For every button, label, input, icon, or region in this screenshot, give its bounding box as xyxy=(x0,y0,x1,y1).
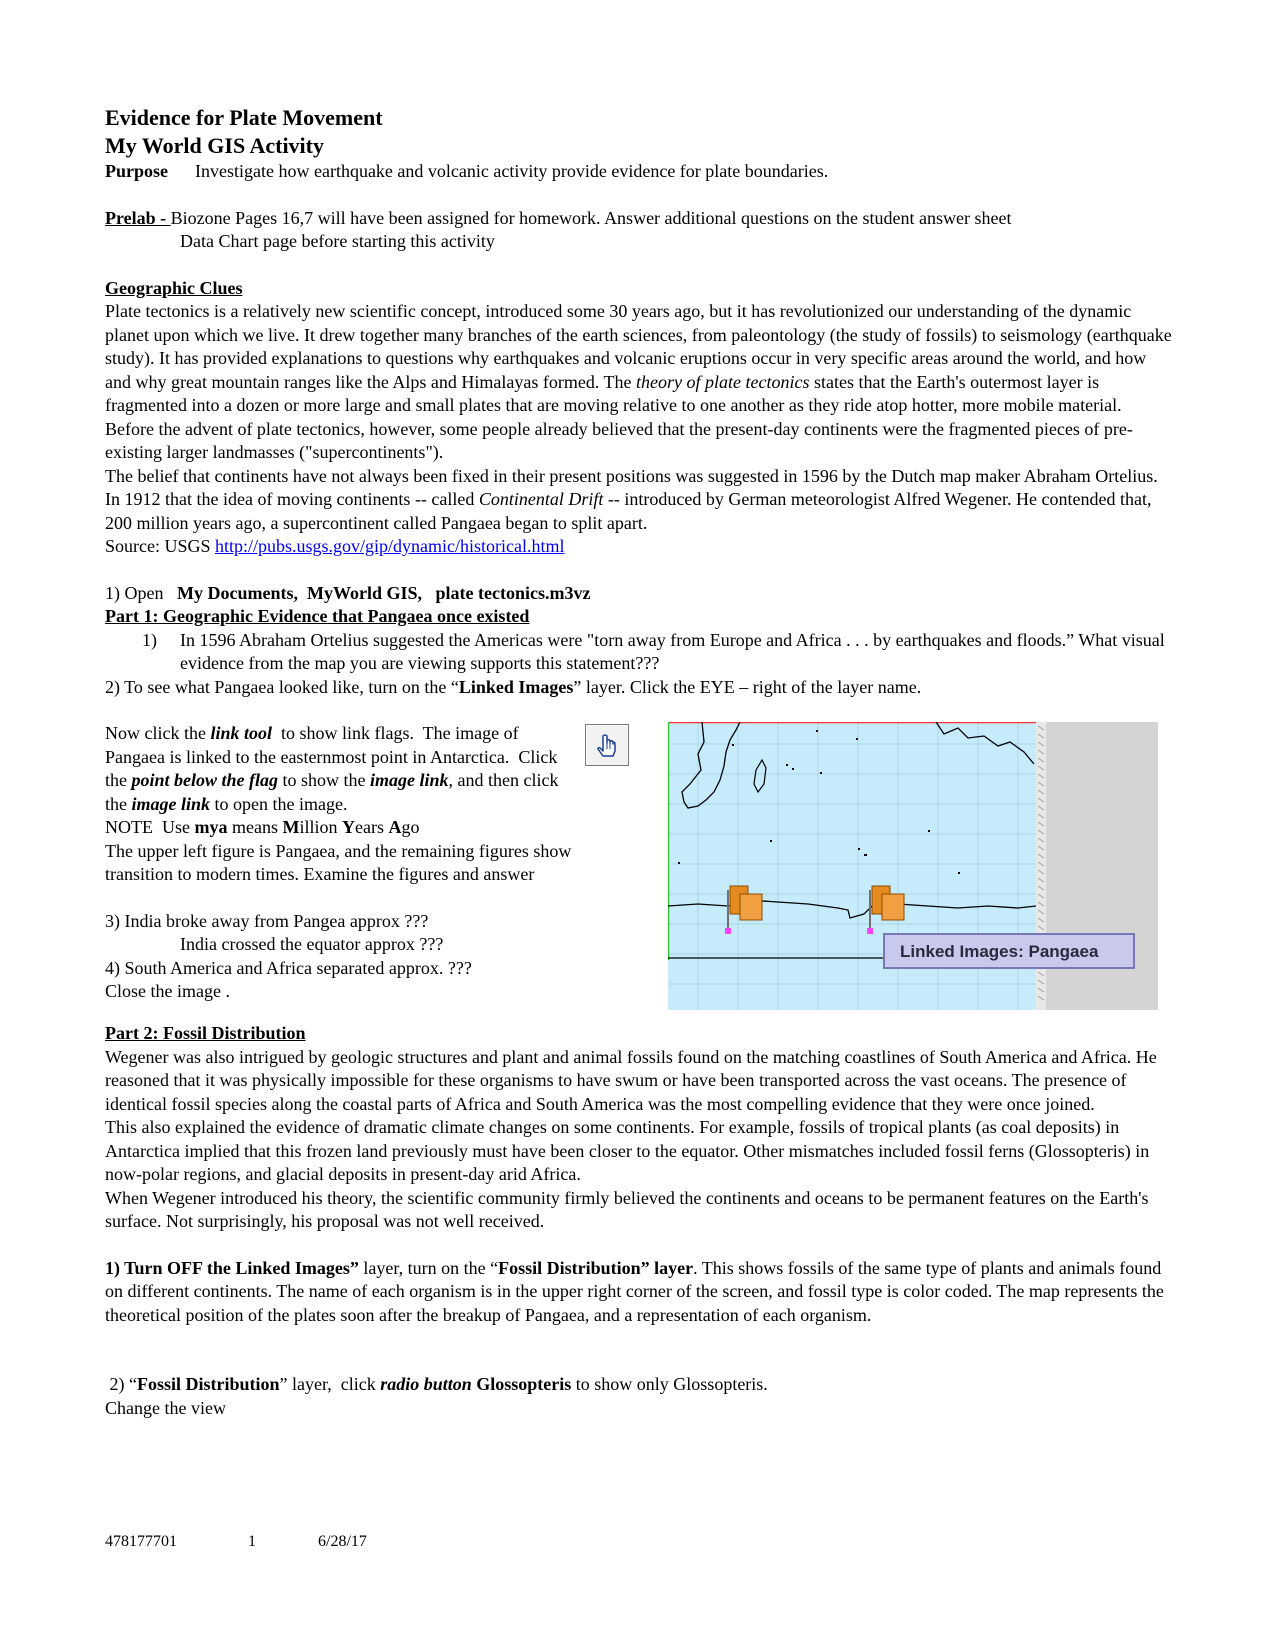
footer-doc-id: 478177701 xyxy=(105,1533,177,1550)
close-image-text: Close the image . xyxy=(105,981,230,1001)
question-3b: India crossed the equator approx ??? xyxy=(180,934,444,954)
geo-p2-italic: Continental Drift xyxy=(478,489,604,509)
note-Y: Y xyxy=(341,817,355,837)
note-M: M xyxy=(282,817,300,837)
s2-bold: Fossil Distribution xyxy=(136,1374,280,1394)
note-text-d: ears xyxy=(354,817,389,837)
s2-glossopteris: Glossopteris xyxy=(476,1374,572,1394)
lt-text-e: to open the image. xyxy=(210,793,348,814)
hand-pointer-icon xyxy=(586,725,628,765)
part2-heading: Part 2: Fossil Distribution xyxy=(105,1023,306,1043)
page-footer xyxy=(105,1533,367,1551)
footer-page-number: 1 xyxy=(248,1533,256,1550)
part1-question-2 xyxy=(105,676,1175,700)
q1-text: In 1596 Abraham Ortelius suggested the Americas were "torn away from Europe and Africa . . . by earthquakes and floods.” What visual evidence from the map you are viewing supports this statement??? xyxy=(180,629,1165,673)
part2-step-2 xyxy=(105,1373,1175,1397)
s2-text-d: to show only Glossopteris. xyxy=(571,1374,768,1394)
open-instruction xyxy=(105,582,1175,606)
open-items: My Documents, MyWorld GIS, plate tectonics.m3vz xyxy=(176,582,591,603)
map-canvas xyxy=(668,722,1158,1010)
part1-question-1 xyxy=(105,629,1175,676)
usgs-link[interactable]: http://pubs.usgs.gov/gip/dynamic/historical.html xyxy=(215,536,565,556)
prelab-label: Prelab - xyxy=(105,207,171,228)
part1-instructions-with-map xyxy=(105,722,1175,1022)
s2-text-b: ” layer, click xyxy=(279,1374,381,1394)
s1-bold-2: Fossil Distribution” layer xyxy=(498,1257,694,1278)
note-text-b: means xyxy=(227,817,283,837)
source-label: Source: USGS xyxy=(105,536,216,556)
note-text-e: go xyxy=(401,817,420,837)
source-line xyxy=(105,535,1175,559)
geographic-clues-paragraph-1 xyxy=(105,300,1175,465)
q2-bold: Linked Images xyxy=(458,676,574,697)
gis-map-screenshot xyxy=(668,722,1158,1010)
geo-p2-text-a: The belief that continents have not always been fixed in their present positions was suggested in 1596 by the Dutch map maker Abraham Ortelius. In 1912 that the idea of moving continents -- called xyxy=(105,465,1158,509)
prelab-text-1: Biozone Pages 16,7 will have been assigned for homework. Answer additional questions on the student answer sheet xyxy=(170,207,1012,228)
prelab-text-2: Data Chart page before starting this activity xyxy=(180,231,495,251)
purpose-text: Investigate how earthquake and volcanic activity provide evidence for plate boundaries. xyxy=(195,161,829,181)
lt-text-d: , and then click the xyxy=(105,770,559,814)
s1-bold: 1) Turn OFF the Linked Images” xyxy=(105,1257,359,1278)
link-tool-instructions xyxy=(105,722,625,1004)
q2-text-a: 2) To see what Pangaea looked like, turn on the “ xyxy=(105,676,459,697)
question-3: 3) India broke away from Pangea approx ??? xyxy=(105,910,429,931)
s2-radio-button: radio button xyxy=(380,1374,472,1394)
title-line-2: My World GIS Activity xyxy=(105,133,324,158)
note-text-c: illion xyxy=(299,817,342,837)
question-4: 4) South America and Africa separated approx. ??? xyxy=(105,957,472,978)
purpose-line xyxy=(105,160,1175,184)
lt-tool: link tool xyxy=(210,723,272,743)
document-page xyxy=(105,104,1175,1420)
note-mya: mya xyxy=(194,817,228,837)
part2-paragraph-3: When Wegener introduced his theory, the scientific community firmly believed the continents and oceans to be permanent features on the Earth's surface. Not surprisingly, his proposal was not well received. xyxy=(105,1187,1149,1231)
lt-text-c: to show the xyxy=(278,770,371,790)
change-view-text: Change the view xyxy=(105,1397,226,1418)
lt-image-link-1: image link xyxy=(370,770,449,790)
geographic-clues-paragraph-2 xyxy=(105,465,1175,536)
geo-p1-italic: theory of plate tectonics xyxy=(636,371,810,392)
open-prefix: 1) Open xyxy=(105,582,177,603)
link-tool-button[interactable] xyxy=(585,724,629,766)
purpose-label: Purpose xyxy=(105,161,168,181)
title-line-1: Evidence for Plate Movement xyxy=(105,105,383,130)
q1-number: 1) xyxy=(142,629,157,650)
link-tool-paragraph xyxy=(105,722,625,816)
geo-p2-text-b: -- introduced by German meteorologist Alfred Wegener. He contended that, 200 million years ago, a supercontinent called Pangaea began to split apart. xyxy=(105,489,1152,533)
part2-paragraph-2: This also explained the evidence of dramatic climate changes on some continents. For example, fossils of tropical plants (as coal deposits) in Antarctica implied that this frozen land previously must have been closer to the equator. Other mismatches included fossil ferns (Glossopteris) in now-polar regions, and glacial deposits in present-day arid Africa. xyxy=(105,1117,1150,1184)
part2-paragraph-1: Wegener was also intrigued by geologic structures and plant and animal fossils found on the matching coastlines of South America and Africa. He reasoned that it was physically impossible for these organisms to have swum or have been transported across the vast oceans. The presence of identical fossil species along the coastal parts of Africa and South America was the most compelling evidence that they were once joined. xyxy=(105,1046,1157,1114)
part1-heading: Part 1: Geographic Evidence that Pangaea once existed xyxy=(105,606,530,626)
lt-text-a: Now click the xyxy=(105,723,211,743)
lt-image-link-2: image link xyxy=(131,793,211,814)
s1-text-a: layer, turn on the “ xyxy=(358,1257,499,1278)
upper-figure-text: The upper left figure is Pangaea, and the remaining figures show transition to modern times. Examine the figures and answer xyxy=(105,840,572,884)
lt-point: point below the flag xyxy=(131,770,279,790)
s2-text-a: 2) “ xyxy=(105,1374,137,1394)
geo-p1-text-b: states that the Earth's outermost layer is fragmented into a dozen or more large and small plates that are moving relative to one another as they ride atop hotter, more mobile material. Before the advent of plate tectonics, however, some people already believed that the present-day continents were the fragmented pieces of pre-existing larger landmasses ("supercontinents"). xyxy=(105,371,1133,462)
geographic-clues-heading: Geographic Clues xyxy=(105,277,243,298)
note-text-a: NOTE Use xyxy=(105,817,195,837)
prelab-line xyxy=(105,207,1175,231)
note-A: A xyxy=(388,817,402,837)
note-line xyxy=(105,816,625,840)
map-tooltip-label: Linked Images: Pangaea xyxy=(900,942,1099,961)
part2-step-1 xyxy=(105,1257,1175,1328)
q2-text-b: ” layer. Click the EYE – right of the layer name. xyxy=(573,676,922,697)
lt-text-b: to show link flags. The image of Pangaea is linked to the easternmost point in Antarctica. Click the xyxy=(105,723,562,790)
s1-text-b: . This shows fossils of the same type of plants and animals found on different continents. The name of each organism is in the upper right corner of the screen, and fossil type is color coded. The map represents the theoretical position of the plates soon after the breakup of Pangaea, and a representation of each organism. xyxy=(105,1257,1164,1325)
footer-date: 6/28/17 xyxy=(318,1533,367,1550)
geo-p1-text-a: Plate tectonics is a relatively new scientific concept, introduced some 30 years ago, but it has revolutionized our understanding of the dynamic planet upon which we live. It drew together many branches of the earth sciences, from paleontology (the study of fossils) to seismology (earthquake study). It has provided explanations to questions why earthquakes and volcanic eruptions occur in very specific areas around the world, and how and why great mountain ranges like the Alps and Himalayas formed. The xyxy=(105,301,1172,392)
